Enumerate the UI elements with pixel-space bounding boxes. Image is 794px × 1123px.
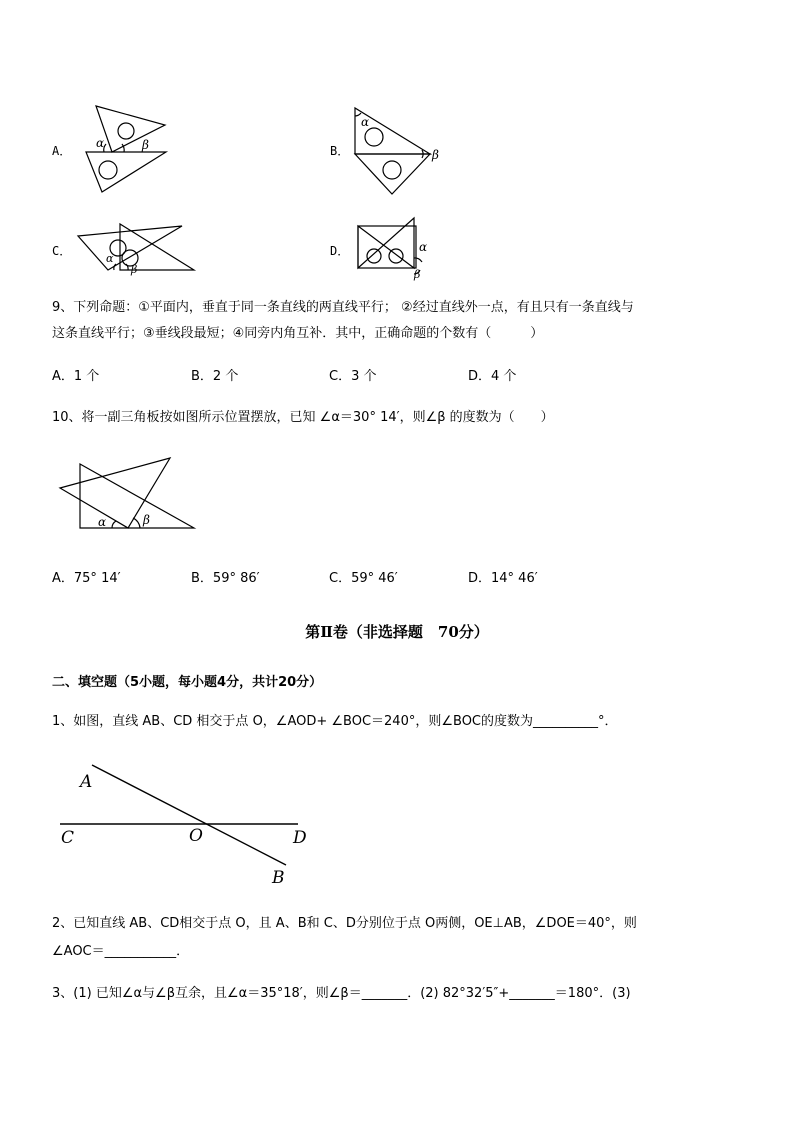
triangle-lower bbox=[86, 152, 166, 192]
option-a-figure bbox=[68, 100, 178, 200]
circle-hole bbox=[389, 249, 403, 263]
q9-option-a[interactable]: A．1 个 bbox=[52, 369, 100, 384]
option-b-figure bbox=[350, 100, 460, 200]
fill2-text-line2: ∠AOC＝___________． bbox=[52, 944, 190, 959]
point-c-label: C bbox=[61, 828, 75, 848]
circle-hole bbox=[367, 249, 381, 263]
q10-option-d[interactable]: D．14° 46′ bbox=[468, 571, 538, 586]
q9-option-d[interactable]: D．4 个 bbox=[468, 369, 517, 384]
q9-text-line1: 9、下列命题：①平面内，垂直于同一条直线的两直线平行； ②经过直线外一点，有且只有一条直线与 bbox=[52, 300, 634, 315]
part2-title: 第Ⅱ卷（非选择题 70分） bbox=[305, 623, 489, 641]
option-d-figure bbox=[352, 214, 452, 280]
beta-symbol: β bbox=[131, 263, 138, 276]
fill3-text-line1: 3、(1) 已知∠α与∠β互余，且∠α＝35°18′，则∠β＝_______．(2) 82°32′5″+_______＝180°．(3) bbox=[52, 986, 631, 1001]
q10-text: 10、将一副三角板按如图所示位置摆放，已知 ∠α＝30° 14′，则∠β 的度数为（ ） bbox=[52, 410, 554, 425]
alpha-arc bbox=[114, 264, 116, 270]
triangle-horizontal bbox=[78, 226, 182, 270]
q9-option-b[interactable]: B．2 个 bbox=[191, 369, 239, 384]
set-square bbox=[60, 458, 170, 528]
q10-option-b[interactable]: B．59° 86′ bbox=[191, 571, 260, 586]
triangle-lower bbox=[355, 154, 430, 194]
q10-option-a[interactable]: A．75° 14′ bbox=[52, 571, 121, 586]
alpha-arc bbox=[112, 521, 116, 528]
option-d-label[interactable]: D． bbox=[330, 244, 350, 258]
beta-arc bbox=[126, 264, 128, 270]
point-a-label: A bbox=[80, 772, 93, 792]
fill2-text-line1: 2、已知直线 AB、CD相交于点 O，且 A、B和 C、D分别位于点 O两侧，OE⊥AB，∠DOE＝40°，则 bbox=[52, 916, 637, 931]
beta-arc bbox=[122, 144, 124, 152]
option-b-label[interactable]: B． bbox=[330, 144, 350, 158]
beta-symbol: β bbox=[142, 138, 149, 152]
point-o-label: O bbox=[189, 826, 203, 846]
option-a-label[interactable]: A． bbox=[52, 144, 72, 158]
q10-option-c[interactable]: C．59° 46′ bbox=[329, 571, 398, 586]
point-d-label: D bbox=[293, 828, 307, 848]
alpha-symbol: α bbox=[361, 115, 370, 129]
alpha-arc bbox=[414, 258, 422, 262]
option-c-label[interactable]: C． bbox=[52, 244, 72, 258]
line-ab bbox=[92, 765, 286, 865]
circle-hole bbox=[383, 161, 401, 179]
beta-symbol: β bbox=[432, 148, 439, 162]
circle-hole bbox=[365, 128, 383, 146]
alpha-symbol: α bbox=[96, 136, 105, 150]
section2-title: 二、填空题（5小题，每小题4分，共计20分） bbox=[52, 675, 323, 690]
alpha-symbol: α bbox=[98, 515, 107, 529]
beta-arc bbox=[133, 518, 140, 528]
fill1-figure bbox=[52, 760, 322, 890]
beta-symbol: β bbox=[414, 268, 421, 281]
circle-hole bbox=[118, 123, 134, 139]
fill1-text: 1、如图，直线 AB、CD 相交于点 O，∠AOD+ ∠BOC＝240°，则∠BOC的度数为__________°． bbox=[52, 714, 618, 729]
alpha-symbol: α bbox=[419, 240, 428, 254]
alpha-symbol: α bbox=[106, 252, 114, 265]
triangle-upper bbox=[96, 106, 165, 152]
circle-hole bbox=[99, 161, 117, 179]
q9-text-line2: 这条直线平行；③垂线段最短；④同旁内角互补．其中，正确命题的个数有（ ） bbox=[52, 326, 544, 341]
option-c-figure bbox=[70, 218, 200, 280]
q9-option-c[interactable]: C．3 个 bbox=[329, 369, 377, 384]
beta-symbol: β bbox=[143, 513, 150, 527]
q10-figure bbox=[56, 452, 201, 536]
point-b-label: B bbox=[272, 868, 285, 888]
